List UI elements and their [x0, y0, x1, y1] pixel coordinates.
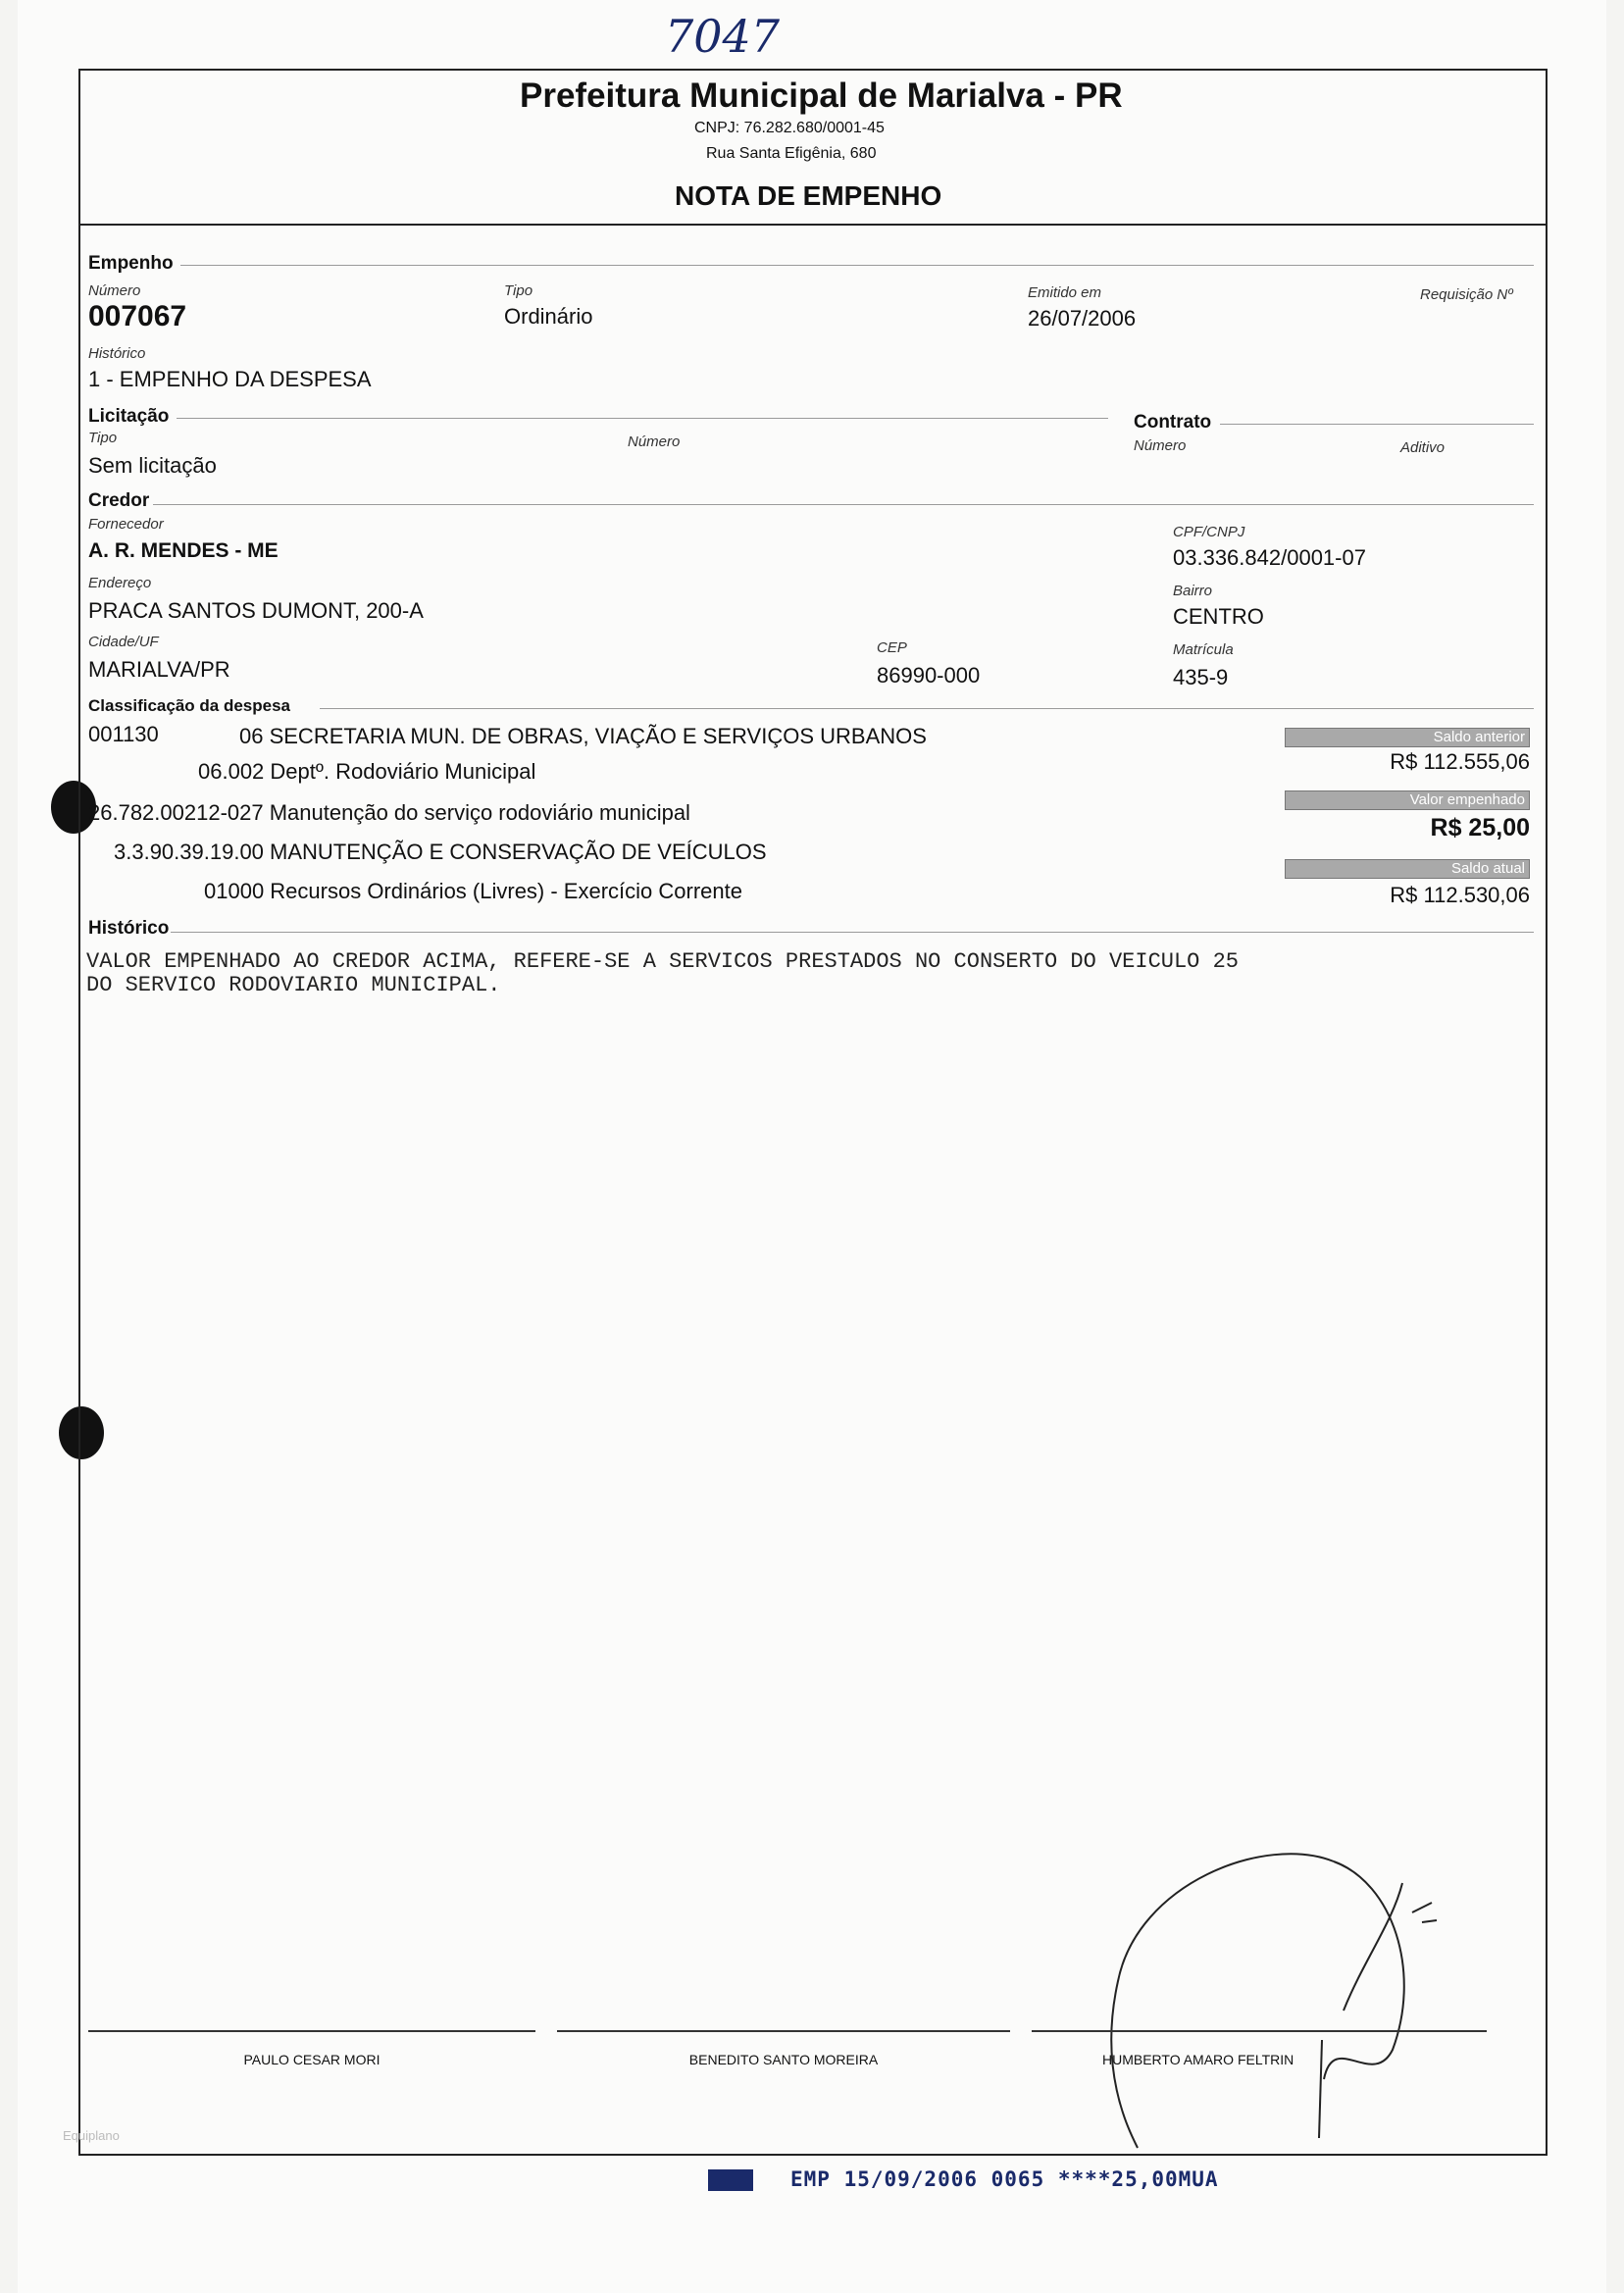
licitacao-divider [177, 418, 1108, 419]
empenho-divider [180, 265, 1534, 266]
contrato-aditivo-label: Aditivo [1400, 439, 1446, 456]
saldo-atual-label: Saldo atual [1285, 859, 1530, 879]
cep-label: CEP [877, 639, 907, 656]
contrato-divider [1220, 424, 1534, 425]
valor-empenhado-label: Valor empenhado [1285, 790, 1530, 810]
unidade-value: 06.002 Deptº. Rodoviário Municipal [198, 759, 536, 784]
licitacao-tipo-label: Tipo [88, 430, 118, 446]
classificacao-code: 001130 [88, 722, 159, 746]
historico-text-line1: VALOR EMPENHADO AO CREDOR ACIMA, REFERE-SE A SERVICOS PRESTADOS NO CONSERTO DO VEICULO 25 [86, 949, 1239, 974]
bank-stamp-text: EMP 15/09/2006 0065 ****25,00MUA [790, 2167, 1219, 2191]
elemento-value: 3.3.90.39.19.00 MANUTENÇÃO E CONSERVAÇÃO DE VEÍCULOS [114, 840, 767, 864]
saldo-anterior-label: Saldo anterior [1285, 728, 1530, 747]
emitido-value: 26/07/2006 [1028, 306, 1137, 331]
valor-empenhado-value: R$ 25,00 [1430, 814, 1530, 841]
matricula-value: 435-9 [1173, 665, 1229, 689]
historico-label: Histórico [88, 345, 146, 362]
saldo-atual-value: R$ 112.530,06 [1390, 883, 1530, 907]
address-text: Rua Santa Efigênia, 680 [706, 145, 877, 162]
emitido-label: Emitido em [1028, 284, 1102, 301]
recurso-value: 01000 Recursos Ordinários (Livres) - Exercício Corrente [204, 879, 742, 903]
licitacao-tipo-value: Sem licitação [88, 453, 217, 478]
empenho-section-label: Empenho [88, 253, 174, 274]
numero-label: Número [88, 282, 141, 299]
cidade-label: Cidade/UF [88, 634, 159, 650]
acao-value: 26.782.00212-027 Manutenção do serviço rodoviário municipal [88, 800, 690, 825]
historico-section-label: Histórico [88, 918, 170, 939]
orgao-value: 06 SECRETARIA MUN. DE OBRAS, VIAÇÃO E SERVIÇOS URBANOS [239, 724, 927, 748]
cep-value: 86990-000 [877, 663, 981, 688]
bairro-value: CENTRO [1173, 604, 1264, 629]
signature-line-2 [557, 2030, 1010, 2032]
handwritten-number: 7047 [665, 10, 781, 63]
page-title: Prefeitura Municipal de Marialva - PR [520, 76, 1123, 115]
credor-section-label: Credor [88, 490, 150, 511]
saldo-anterior-value: R$ 112.555,06 [1390, 749, 1530, 774]
licitacao-section-label: Licitação [88, 406, 170, 427]
fornecedor-label: Fornecedor [88, 516, 164, 533]
contrato-section-label: Contrato [1134, 412, 1212, 433]
cnpj-text: CNPJ: 76.282.680/0001-45 [694, 120, 885, 136]
endereco-value: PRACA SANTOS DUMONT, 200-A [88, 598, 424, 623]
cpf-label: CPF/CNPJ [1173, 524, 1245, 540]
equiplano-watermark: Equiplano [63, 2128, 120, 2143]
historico-divider [171, 932, 1534, 933]
historico-value: 1 - EMPENHO DA DESPESA [88, 367, 372, 391]
fornecedor-value: A. R. MENDES - ME [88, 539, 279, 562]
licitacao-numero-label: Número [628, 433, 681, 450]
contrato-numero-label: Número [1134, 437, 1187, 454]
tipo-label: Tipo [504, 282, 533, 299]
historico-text-line2: DO SERVICO RODOVIARIO MUNICIPAL. [86, 973, 501, 997]
classificacao-divider [320, 708, 1534, 709]
cidade-value: MARIALVA/PR [88, 657, 230, 682]
endereco-label: Endereço [88, 575, 152, 591]
signature-line-3 [1032, 2030, 1487, 2032]
matricula-label: Matrícula [1173, 641, 1234, 658]
bank-stamp-logo [708, 2169, 753, 2191]
document-title: NOTA DE EMPENHO [675, 180, 942, 211]
bairro-label: Bairro [1173, 583, 1213, 599]
classificacao-section-label: Classificação da despesa [88, 696, 291, 715]
cpf-value: 03.336.842/0001-07 [1173, 545, 1366, 570]
signature-name-1: PAULO CESAR MORI [243, 2052, 381, 2067]
signature-name-2: BENEDITO SANTO MOREIRA [688, 2052, 879, 2067]
signature-line-1 [88, 2030, 535, 2032]
requisicao-label: Requisição Nº [1420, 286, 1513, 303]
credor-divider [153, 504, 1534, 505]
header-divider [78, 224, 1548, 226]
signature-name-3: HUMBERTO AMARO FELTRIN [1102, 2052, 1294, 2067]
handwritten-signature [1098, 1844, 1491, 2158]
tipo-value: Ordinário [504, 304, 593, 329]
empenho-number: 007067 [88, 300, 187, 332]
